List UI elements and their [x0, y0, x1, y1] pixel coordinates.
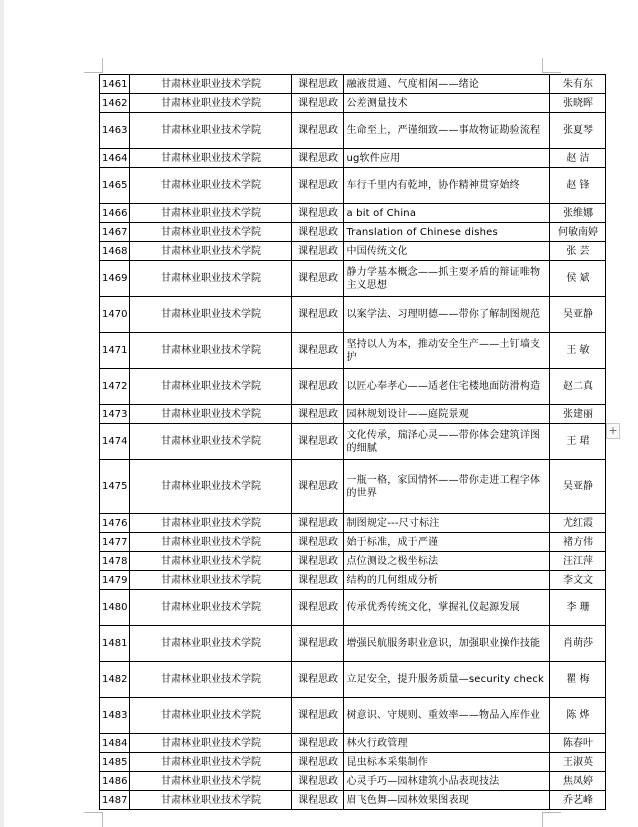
cell-type: 课程思政 [292, 94, 344, 113]
cell-number: 1482 [100, 662, 130, 698]
cell-type: 课程思政 [292, 261, 344, 297]
cell-author: 何敏南婷 [550, 223, 606, 242]
cell-author: 侯 斌 [550, 261, 606, 297]
table-row [100, 223, 606, 242]
cell-type: 课程思政 [292, 698, 344, 734]
cell-author: 焦凤婷 [550, 772, 606, 791]
cell-number: 1483 [100, 698, 130, 734]
cell-number: 1476 [100, 514, 130, 533]
cell-number: 1464 [100, 149, 130, 168]
cell-type: 课程思政 [292, 149, 344, 168]
cell-type: 课程思政 [292, 772, 344, 791]
cell-type: 课程思政 [292, 571, 344, 590]
cell-author: 张建丽 [550, 405, 606, 424]
cell-school: 甘肃林业职业技术学院 [130, 75, 292, 94]
cell-author: 朱有东 [550, 75, 606, 94]
cell-title: 园林规划设计——庭院景观 [344, 405, 550, 424]
cell-title: 传承优秀传统文化，掌握礼仪起源发展 [344, 590, 550, 626]
cell-author: 乔艺峰 [550, 791, 606, 810]
cell-title: 文化传承，瑞泽心灵——带你体会建筑详图的细腻 [344, 424, 550, 460]
cell-number: 1470 [100, 297, 130, 333]
cell-school: 甘肃林业职业技术学院 [130, 753, 292, 772]
cell-number: 1463 [100, 113, 130, 149]
table-row [100, 261, 606, 297]
cell-title: ug软件应用 [344, 149, 550, 168]
add-row-plus-icon[interactable]: + [606, 423, 620, 439]
cell-school: 甘肃林业职业技术学院 [130, 369, 292, 405]
table-row [100, 242, 606, 261]
cell-school: 甘肃林业职业技术学院 [130, 662, 292, 698]
cell-title: 公差测量技术 [344, 94, 550, 113]
cell-type: 课程思政 [292, 369, 344, 405]
cell-number: 1478 [100, 552, 130, 571]
cell-author: 张晓晖 [550, 94, 606, 113]
cell-school: 甘肃林业职业技术学院 [130, 149, 292, 168]
table-row [100, 514, 606, 533]
cell-author: 吴亚静 [550, 460, 606, 514]
cell-type: 课程思政 [292, 734, 344, 753]
cell-school: 甘肃林业职业技术学院 [130, 424, 292, 460]
cell-author: 瞿 梅 [550, 662, 606, 698]
table-row [100, 460, 606, 514]
cell-school: 甘肃林业职业技术学院 [130, 533, 292, 552]
cell-number: 1487 [100, 791, 130, 810]
cell-number: 1465 [100, 168, 130, 204]
cell-school: 甘肃林业职业技术学院 [130, 242, 292, 261]
cell-type: 课程思政 [292, 75, 344, 94]
cell-title: a bit of China [344, 204, 550, 223]
table-row [100, 571, 606, 590]
cell-title: Translation of Chinese dishes [344, 223, 550, 242]
cell-author: 李 珊 [550, 590, 606, 626]
cell-title: 制图规定---尺寸标注 [344, 514, 550, 533]
cell-type: 课程思政 [292, 533, 344, 552]
cell-title: 静力学基本概念——抓主要矛盾的辩证唯物主义思想 [344, 261, 550, 297]
cell-school: 甘肃林业职业技术学院 [130, 94, 292, 113]
cell-school: 甘肃林业职业技术学院 [130, 168, 292, 204]
cell-school: 甘肃林业职业技术学院 [130, 204, 292, 223]
cell-title: 树意识、守规则、重效率——物品入库作业 [344, 698, 550, 734]
table-row [100, 552, 606, 571]
table-row [100, 168, 606, 204]
cell-type: 课程思政 [292, 791, 344, 810]
cell-number: 1485 [100, 753, 130, 772]
cell-author: 张维娜 [550, 204, 606, 223]
cell-type: 课程思政 [292, 242, 344, 261]
cell-title: 点位测设之极坐标法 [344, 552, 550, 571]
margin-mark-bottom-right [542, 812, 561, 827]
cell-type: 课程思政 [292, 590, 344, 626]
cell-author: 陈 烨 [550, 698, 606, 734]
cell-number: 1475 [100, 460, 130, 514]
cell-type: 课程思政 [292, 405, 344, 424]
cell-author: 张 芸 [550, 242, 606, 261]
cell-number: 1481 [100, 626, 130, 662]
cell-school: 甘肃林业职业技术学院 [130, 460, 292, 514]
cell-type: 课程思政 [292, 662, 344, 698]
table-row [100, 297, 606, 333]
cell-school: 甘肃林业职业技术学院 [130, 223, 292, 242]
cell-type: 课程思政 [292, 333, 344, 369]
cell-type: 课程思政 [292, 460, 344, 514]
cell-title: 一瓶一格，家国情怀——带你走进工程字体的世界 [344, 460, 550, 514]
cell-type: 课程思政 [292, 514, 344, 533]
table-row [100, 734, 606, 753]
table-row [100, 626, 606, 662]
cell-school: 甘肃林业职业技术学院 [130, 734, 292, 753]
cell-type: 课程思政 [292, 168, 344, 204]
cell-number: 1472 [100, 369, 130, 405]
cell-school: 甘肃林业职业技术学院 [130, 626, 292, 662]
cell-school: 甘肃林业职业技术学院 [130, 571, 292, 590]
page-left-edge [0, 0, 4, 827]
cell-title: 立足安全，提升服务质量—security check [344, 662, 550, 698]
cell-title: 以匠心奉孝心——适老住宅楼地面防滑构造 [344, 369, 550, 405]
table-row [100, 533, 606, 552]
cell-title: 增强民航服务职业意识，加强职业操作技能 [344, 626, 550, 662]
table-row [100, 94, 606, 113]
cell-title: 融液贯通、气度相闲——绪论 [344, 75, 550, 94]
table-row [100, 149, 606, 168]
cell-school: 甘肃林业职业技术学院 [130, 261, 292, 297]
table-row [100, 113, 606, 149]
cell-type: 课程思政 [292, 297, 344, 333]
table-row [100, 698, 606, 734]
cell-number: 1473 [100, 405, 130, 424]
cell-author: 王 敏 [550, 333, 606, 369]
cell-type: 课程思政 [292, 113, 344, 149]
cell-author: 王淑英 [550, 753, 606, 772]
cell-author: 吴亚静 [550, 297, 606, 333]
margin-mark-top-right [542, 58, 561, 73]
cell-school: 甘肃林业职业技术学院 [130, 552, 292, 571]
cell-number: 1468 [100, 242, 130, 261]
cell-number: 1466 [100, 204, 130, 223]
margin-mark-bottom-left [84, 812, 103, 827]
cell-number: 1486 [100, 772, 130, 791]
cell-school: 甘肃林业职业技术学院 [130, 333, 292, 369]
cell-author: 褚方伟 [550, 533, 606, 552]
cell-school: 甘肃林业职业技术学院 [130, 698, 292, 734]
cell-title: 昆虫标本采集制作 [344, 753, 550, 772]
cell-title: 中国传统文化 [344, 242, 550, 261]
cell-number: 1461 [100, 75, 130, 94]
cell-title: 坚持以人为本，推动安全生产——土钉墙支护 [344, 333, 550, 369]
cell-title: 心灵手巧—园林建筑小品表现技法 [344, 772, 550, 791]
cell-type: 课程思政 [292, 204, 344, 223]
cell-number: 1484 [100, 734, 130, 753]
cell-number: 1474 [100, 424, 130, 460]
cell-number: 1471 [100, 333, 130, 369]
cell-type: 课程思政 [292, 753, 344, 772]
cell-school: 甘肃林业职业技术学院 [130, 772, 292, 791]
cell-number: 1462 [100, 94, 130, 113]
table-row [100, 424, 606, 460]
cell-title: 车行千里内有乾坤，协作精神贯穿始终 [344, 168, 550, 204]
cell-title: 林火行政管理 [344, 734, 550, 753]
table-row [100, 333, 606, 369]
table-row [100, 75, 606, 94]
cell-title: 生命至上，严谨细致——事故物证勘验流程 [344, 113, 550, 149]
cell-number: 1469 [100, 261, 130, 297]
cell-school: 甘肃林业职业技术学院 [130, 791, 292, 810]
table-row [100, 369, 606, 405]
cell-author: 王 珺 [550, 424, 606, 460]
cell-type: 课程思政 [292, 552, 344, 571]
cell-title: 眉飞色舞—园林效果图表现 [344, 791, 550, 810]
table-row [100, 791, 606, 810]
table-row [100, 405, 606, 424]
table-row [100, 753, 606, 772]
records-table [99, 74, 606, 810]
cell-type: 课程思政 [292, 626, 344, 662]
cell-school: 甘肃林业职业技术学院 [130, 297, 292, 333]
cell-author: 赵 锋 [550, 168, 606, 204]
cell-number: 1467 [100, 223, 130, 242]
cell-number: 1479 [100, 571, 130, 590]
cell-author: 李文文 [550, 571, 606, 590]
cell-school: 甘肃林业职业技术学院 [130, 405, 292, 424]
cell-title: 结构的几何组成分析 [344, 571, 550, 590]
cell-author: 赵 洁 [550, 149, 606, 168]
cell-type: 课程思政 [292, 223, 344, 242]
cell-author: 尤红霞 [550, 514, 606, 533]
cell-type: 课程思政 [292, 424, 344, 460]
cell-author: 肖萌莎 [550, 626, 606, 662]
table-row [100, 590, 606, 626]
cell-number: 1477 [100, 533, 130, 552]
cell-school: 甘肃林业职业技术学院 [130, 113, 292, 149]
cell-school: 甘肃林业职业技术学院 [130, 590, 292, 626]
cell-author: 汪江萍 [550, 552, 606, 571]
table-row [100, 772, 606, 791]
margin-mark-top-left [84, 58, 103, 73]
cell-author: 张夏琴 [550, 113, 606, 149]
cell-author: 赵二真 [550, 369, 606, 405]
cell-number: 1480 [100, 590, 130, 626]
table-row [100, 662, 606, 698]
cell-title: 以案学法、习理明德——带你了解制图规范 [344, 297, 550, 333]
table-row [100, 204, 606, 223]
cell-title: 始于标准，成于严谨 [344, 533, 550, 552]
records-table-body [100, 75, 606, 810]
cell-author: 陈春叶 [550, 734, 606, 753]
cell-school: 甘肃林业职业技术学院 [130, 514, 292, 533]
